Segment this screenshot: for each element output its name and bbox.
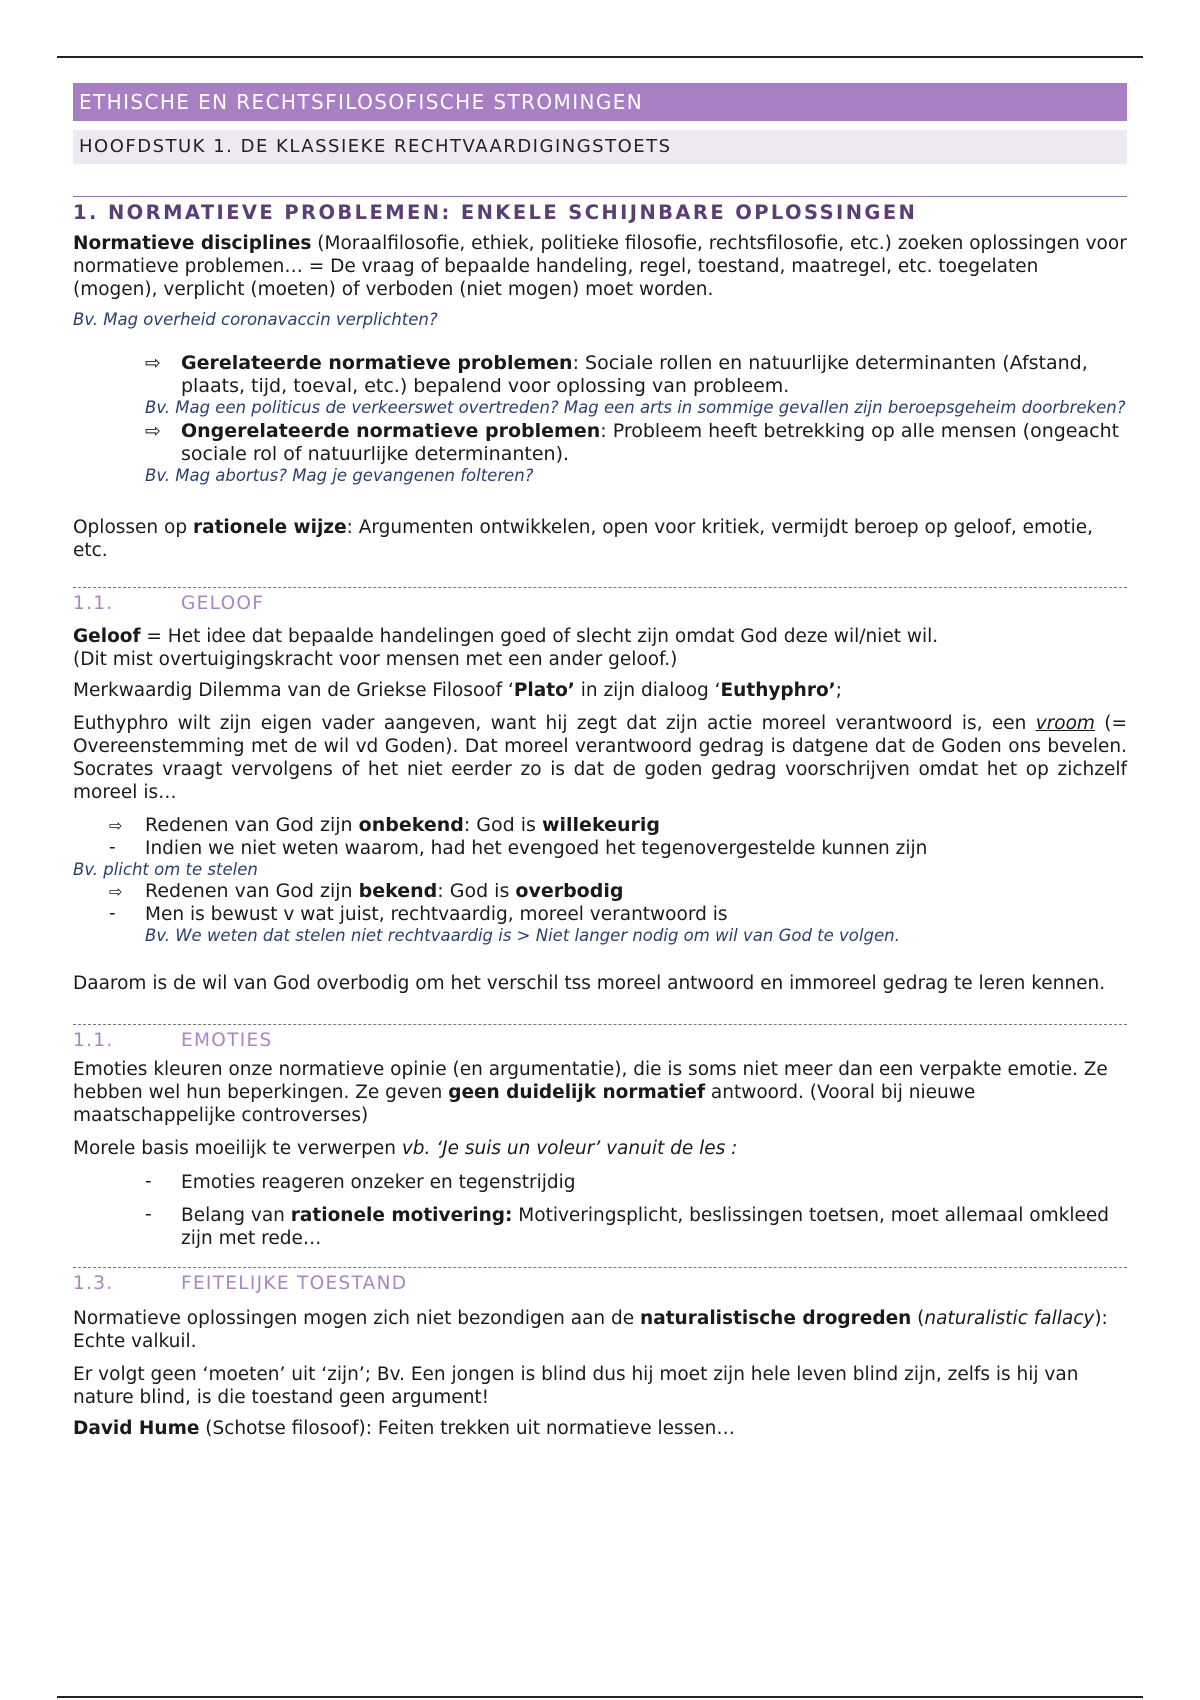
- euthyphro-paragraph: Euthyphro wilt zijn eigen vader aangeven, want hij zegt dat zijn actie moreel verantwoord is, een vroom (= Overeenstemming met de wil vd Goden). Dat moreel verantwoord gedrag is datgene dat de Goden ons bevelen. Socrates vraagt vervolgens of het niet eerder zo is dat de goden gedrag voorschrijven omdat het op zichzelf moreel is…: [73, 713, 1127, 803]
- example-bekend: Bv. We weten dat stelen niet rechtvaardig is > Niet langer nodig om wil van God te volgen.: [145, 926, 900, 945]
- emoties-bullet-2: - Belang van rationele motivering: Motiveringsplicht, beslissingen toetsen, moet allemaal omkleed zijn met rede…: [145, 1204, 1109, 1249]
- list-item-ongerelateerd: ⇨ Ongerelateerde normatieve problemen: Probleem heeft betrekking op alle mensen (ongeacht sociale rol of natuurlijke determinanten).: [145, 420, 1120, 465]
- document-body: [73, 83, 1127, 1440]
- emoties-bullet-1: - Emoties reageren onzeker en tegenstrijdig: [145, 1171, 576, 1193]
- problem-types-list: [145, 352, 1127, 486]
- rational-paragraph: Oplossen op rationele wijze: Argumenten ontwikkelen, open voor kritiek, vermijdt beroep op geloof, emotie, etc.: [73, 517, 1094, 561]
- subsection-heading-geloof: 1.1. GELOOF: [73, 587, 1127, 615]
- list-item-onbekend: ⇨ Redenen van God zijn onbekend: God is willekeurig: [109, 814, 660, 836]
- example-gerelateerd: Bv. Mag een politicus de verkeerswet overtreden? Mag een arts in sommige gevallen zijn beroepsgeheim doorbreken?: [145, 398, 1126, 417]
- intro-paragraph: Normatieve disciplines (Moraalfilosofie, ethiek, politieke filosofie, rechtsfilosofie, etc.) zoeken oplossingen voor normatieve problemen… = De vraag of bepaalde handeling, regel, toestand, maatregel, etc. toegelaten (mogen), verplicht (moeten) of verboden (niet mogen) moet worden.: [73, 233, 1127, 300]
- emoties-paragraph: Emoties kleuren onze normatieve opinie (en argumentatie), die is soms niet meer dan een verpakte emotie. Ze hebben wel hun beperkingen. Ze geven geen duidelijk normatief antwoord. (Vooral bij nieuwe maatschappelijke controverses): [73, 1059, 1108, 1126]
- dash-bullet: -: [109, 837, 116, 858]
- intro-term: Normatieve disciplines: [73, 233, 312, 254]
- hume-paragraph: David Hume (Schotse filosoof): Feiten trekken uit normatieve lessen…: [73, 1418, 735, 1439]
- geloof-definition: Geloof = Het idee dat bepaalde handelingen goed of slecht zijn omdat God deze wil/niet wil. (Dit mist overtuigingskracht voor mensen met een ander geloof.): [73, 626, 939, 670]
- emoties-morele-basis: Morele basis moeilijk te verwerpen vb. ‘Je suis un voleur’ vanuit de les :: [73, 1138, 738, 1159]
- list-item-bekend: ⇨ Redenen van God zijn bekend: God is overbodig: [109, 880, 624, 902]
- arrow-icon: ⇨: [109, 816, 123, 835]
- god-reasons-list: [73, 814, 1127, 946]
- intro-example: Bv. Mag overheid coronavaccin verplichten?: [73, 310, 438, 329]
- subsection-heading-emoties: 1.1. EMOTIES: [73, 1024, 1127, 1052]
- subsection-heading-feitelijke-toestand: 1.3. FEITELIJKE TOESTAND: [73, 1267, 1127, 1295]
- sub-item-onbekend: - Indien we niet weten waarom, had het evengoed het tegenovergestelde kunnen zijn: [109, 837, 928, 859]
- arrow-icon: ⇨: [145, 352, 161, 374]
- arrow-icon: ⇨: [109, 882, 123, 901]
- feitelijk-paragraph: Normatieve oplossingen mogen zich niet bezondigen aan de naturalistische drogreden (naturalistic fallacy): Echte valkuil.: [73, 1308, 1108, 1352]
- dash-bullet: -: [145, 1204, 152, 1225]
- example-ongerelateerd: Bv. Mag abortus? Mag je gevangenen folteren?: [145, 466, 534, 485]
- section-heading-normatieve-problemen: 1. NORMATIEVE PROBLEMEN: ENKELE SCHIJNBARE OPLOSSINGEN: [73, 196, 1127, 224]
- chapter-title: HOOFDSTUK 1. DE KLASSIEKE RECHTVAARDIGINGSTOETS: [73, 130, 1127, 164]
- example-onbekend: Bv. plicht om te stelen: [73, 860, 258, 879]
- geloof-conclusion: Daarom is de wil van God overbodig om het verschil tss moreel antwoord en immoreel gedrag te leren kennen.: [73, 973, 1106, 994]
- dilemma-paragraph: Merkwaardig Dilemma van de Griekse Filosoof ‘Plato’ in zijn dialoog ‘Euthyphro’;: [73, 680, 842, 701]
- page-bottom-rule: [57, 1696, 1143, 1698]
- document-title: ETHISCHE EN RECHTSFILOSOFISCHE STROMINGEN: [73, 83, 1127, 121]
- zijn-moeten-paragraph: Er volgt geen ‘moeten’ uit ‘zijn’; Bv. Een jongen is blind dus hij moet zijn hele leven blind zijn, zelfs is hij van nature blind, is die toestand geen argument!: [73, 1364, 1079, 1408]
- page-top-rule: [57, 56, 1143, 58]
- dash-bullet: -: [145, 1171, 152, 1192]
- emoties-bullets: [145, 1171, 1127, 1250]
- arrow-icon: ⇨: [145, 420, 161, 442]
- list-item-gerelateerd: ⇨ Gerelateerde normatieve problemen: Sociale rollen en natuurlijke determinanten (Afstand, plaats, tijd, toeval, etc.) bepalend voor oplossing van probleem.: [145, 352, 1088, 397]
- dash-bullet: -: [109, 903, 116, 924]
- sub-item-bekend: - Men is bewust v wat juist, rechtvaardig, moreel verantwoord is: [109, 903, 728, 925]
